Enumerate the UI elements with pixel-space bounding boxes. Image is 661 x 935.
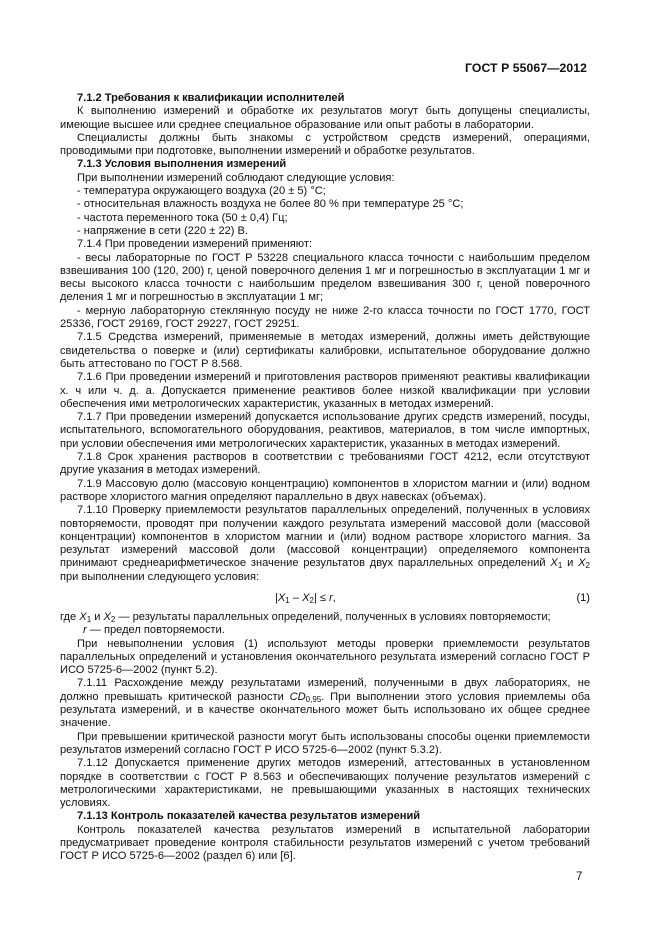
formula-x2: X <box>302 591 310 604</box>
paragraph-7-1-2-a: К выполнению измерений и обработке их результатов могут быть допущены специалисты, имеющие высшее или среднее специальное образование или опыт работы в лаборатории. <box>60 105 590 131</box>
where-and: и <box>91 610 104 623</box>
paragraph-7-1-2-b: Специалисты должны быть знакомы с устройством средств измерений, операциями, проводимыми при подготовке, выполнении измерений и обработке результатов. <box>60 131 590 158</box>
formula-r: r <box>329 591 333 604</box>
symbol-cd: CD <box>289 690 306 703</box>
conjunction-and: и <box>562 557 579 570</box>
where-description: — результаты параллельных определений, полученных в условиях повторяемости; <box>115 610 551 623</box>
formula-where-line <box>60 611 590 624</box>
equipment-item-scales: - весы лабораторные по ГОСТ Р 53228 специального класса точности с наибольшим пределом взвешивания 100 (120, 200) г, ценой поверочного деления 1 мг и погрешностью в эксплуатации 1 мг и весы высокого класса точности с наибольшим пределом взвешивания 300 г, ценой поверочного деления 1 мг и погрешностью в эксплуатации 1 мг; <box>60 251 590 304</box>
subscript-2: 2 <box>585 561 590 571</box>
symbol-x2: X <box>578 557 586 570</box>
paragraph-7-1-10-text: 7.1.10 Проверку приемлемости результатов параллельных определений, полученных в условиях повторяемости, проводят при получении каждого результата измерений массовой доли (массовой концентрации) компонентов в хлористом магнии и (или) водном растворе хлористого магния. За результат измерений массовой доли (массовой концентрации) определяемого компонента принимают среднеарифметическое значение результатов двух параллельных определений <box>60 504 590 570</box>
formula-minus: – <box>289 591 303 604</box>
paragraph-7-1-10-violation: При невыполнении условия (1) используют методы проверки приемлемости результатов параллельных определений и установления окончательного результата измерений согласно ГОСТ Р ИСО 5725-6—2002 (пункт 5.2). <box>60 637 590 677</box>
r-description: — предел повторяемости. <box>86 624 225 637</box>
paragraph-7-1-11-before: 7.1.11 Расхождение между результатами измерений, полученными в двух лабораториях, не должно превышать критической разности <box>60 677 590 703</box>
symbol-x1: X <box>550 557 558 570</box>
paragraph-7-1-8: 7.1.8 Срок хранения растворов в соответствии с требованиями ГОСТ 4212, если отсутствуют другие указания в методах измерений. <box>60 451 590 477</box>
paragraph-7-1-10-tail: при выполнении следующего условия: <box>60 570 260 583</box>
section-heading-7-1-3: 7.1.3 Условия выполнения измерений <box>77 158 287 171</box>
formula-comma: , <box>332 591 336 604</box>
paragraph-7-1-13: Контроль показателей качества результатов измерений в испытательной лаборатории предусматривает проведение контроля стабильности результатов измерений с учетом требований ГОСТ Р ИСО 5725-6—2002 (раздел 6) или [6]. <box>60 823 590 863</box>
paragraph-7-1-9: 7.1.9 Массовую долю (массовую концентрацию) компонентов в хлористом магнии и (или) водном растворе хлористого магния определяют параллельно в двух навесках (объемах). <box>60 477 590 503</box>
paragraph-7-1-5: 7.1.5 Средства измерений, применяемые в методах измерений, должны иметь действующие свидетельства о поверке и (или) сертификаты калибровки, испытательное оборудование должно быть аттестовано по ГОСТ Р 8.568. <box>60 331 590 370</box>
paragraph-7-1-12: 7.1.12 Допускается применение других методов измерений, аттестованных в установленном порядке в соответствии с ГОСТ Р 8.563 и обеспечивающих получение результатов измерений с метрологическими характеристиками, не превышающими указанных в настоящих технических условиях. <box>60 757 590 810</box>
formula-sub1: 1 <box>285 595 290 605</box>
paragraph-7-1-4-intro: 7.1.4 При проведении измерений применяют: <box>77 238 313 251</box>
formula-number: (1) <box>576 591 590 604</box>
formula-x1: X <box>277 591 286 604</box>
formula-abs-open: | <box>275 591 278 604</box>
where-x2: X <box>103 610 111 623</box>
formula-sub2: 2 <box>309 595 314 605</box>
where-x1: X <box>79 610 87 623</box>
formula-abs-close-leq: | ≤ <box>313 591 330 604</box>
condition-item-frequency: - частота переменного тока (50 ± 0,4) Гц; <box>77 211 288 224</box>
paragraph-7-1-11 <box>60 677 590 730</box>
page-content <box>60 92 590 864</box>
document-code-header: ГОСТ Р 55067—2012 <box>465 61 587 75</box>
section-heading-7-1-13: 7.1.13 Контроль показателей качества результатов измерений <box>77 810 421 823</box>
paragraph-7-1-10 <box>60 504 590 584</box>
paragraph-7-1-6: 7.1.6 При проведении измерений и приготовления растворов применяют реактивы квалификации х. ч или ч. д. а. Допускается применение реактивов более низкой квалификации при условии обеспечения ими метрологических характеристик, указанных в методах измерений. <box>60 371 590 410</box>
condition-item-humidity: - относительная влажность воздуха не более 80 % при температуре 25 °С; <box>77 198 464 211</box>
paragraph-7-1-11-b: При превышении критической разности могут быть использованы способы оценки приемлемости результатов измерений согласно ГОСТ Р ИСО 5725-6—2002 (пункт 5.3.2). <box>60 730 590 756</box>
formula-r-definition <box>60 624 590 637</box>
subscript-1: 1 <box>557 561 563 571</box>
r-symbol: r <box>83 624 87 637</box>
condition-item-voltage: - напряжение в сети (220 ± 22) В. <box>77 224 249 237</box>
where-sub1: 1 <box>86 614 92 624</box>
paragraph-7-1-7: 7.1.7 При проведении измерений допускается использование других средств измерений, посуды, испытательного, вспомогательного оборудования, реактивов, материалов, в том числе импортных, при условии обеспечения ими метрологических характеристик, указанных в методах измерений. <box>60 411 590 450</box>
formula-1 <box>60 587 590 609</box>
equipment-item-glassware: - мерную лабораторную стеклянную посуду не ниже 2-го класса точности по ГОСТ 1770, ГОСТ 25336, ГОСТ 29169, ГОСТ 29227, ГОСТ 29251. <box>60 304 590 331</box>
paragraph-7-1-11-after: . При выполнении этого условия приемлемы оба результата измерений, и в качестве окончательного может быть использовано их общее среднее значение. <box>60 690 590 730</box>
formula-expression <box>275 587 336 609</box>
paragraph-7-1-3-intro: При выполнении измерений соблюдают следующие условия: <box>77 171 395 184</box>
where-prefix: где <box>60 610 80 623</box>
subscript-cd: 0,95 <box>305 694 322 704</box>
page-number: 7 <box>576 871 583 883</box>
condition-item-temperature: - температура окружающего воздуха (20 ± 5) °С; <box>77 185 326 198</box>
section-heading-7-1-2: 7.1.2 Требования к квалификации исполнителей <box>77 92 345 104</box>
where-sub2: 2 <box>110 614 116 624</box>
